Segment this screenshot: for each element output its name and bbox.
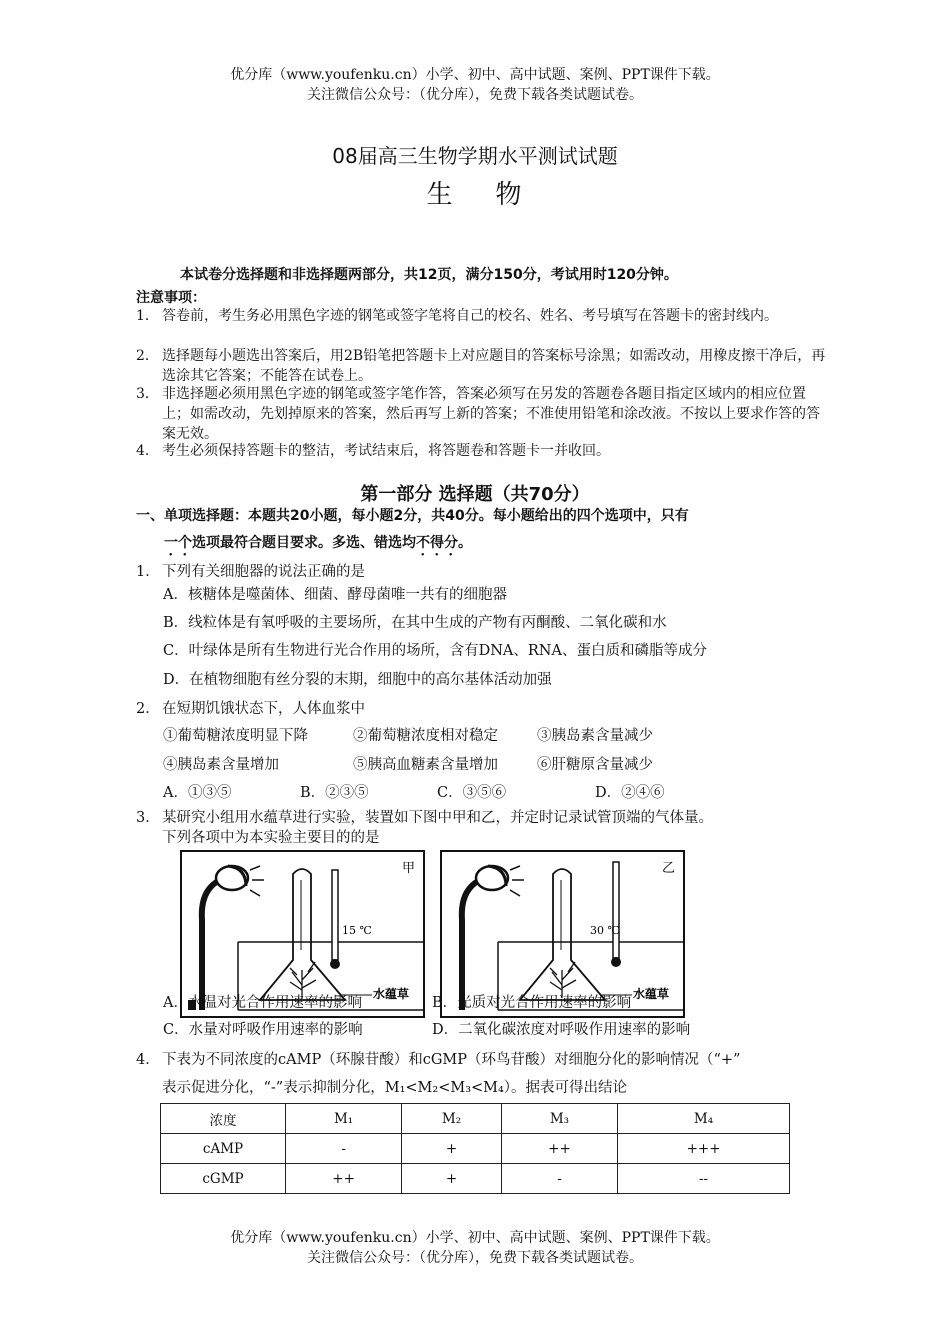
q4-table: [160, 1103, 790, 1194]
q2-option-a: A．①③⑤: [163, 785, 232, 801]
notice-item: [136, 346, 826, 386]
table-cell: +: [402, 1164, 502, 1194]
table-cell: cGMP: [161, 1164, 286, 1194]
question-number: 4．: [136, 1052, 160, 1068]
question-4: [136, 1050, 842, 1070]
question-3: [136, 808, 842, 848]
table-cell: ++: [501, 1134, 617, 1164]
section-line-2: [164, 530, 826, 559]
section-text: 、: [360, 535, 374, 551]
lamp-icon: [202, 866, 264, 1010]
table-header-row: [161, 1104, 790, 1134]
notice-num: 2．: [136, 348, 159, 364]
table-cell: --: [618, 1164, 790, 1194]
plant-label: 水蕴草: [373, 987, 410, 1001]
q1-option-a: A．核糖体是噬菌体、细菌、酵母菌唯一共有的细胞器: [163, 587, 507, 603]
table-cell: -: [286, 1134, 402, 1164]
notice-heading: 注意事项：: [136, 290, 206, 306]
notice-item: [136, 306, 826, 326]
table-cell: ++: [286, 1164, 402, 1194]
q3-option-d: D．二氧化碳浓度对呼吸作用速率的影响: [432, 1022, 691, 1038]
table-header-cell: M₄: [618, 1104, 790, 1134]
section-text: 选项最符合题目要求。: [192, 535, 332, 551]
thermometer-icon: [611, 862, 621, 967]
exam-title: 08届高三生物学期水平测试试题: [332, 144, 618, 168]
notice-text: 考生必须保持答题卡的整洁，考试结束后，将答题卷和答题卡一并收回。: [162, 443, 610, 459]
temperature-label: 30 ℃: [590, 924, 620, 937]
question-stem: 在短期饥饿状态下，人体血浆中: [162, 701, 365, 717]
q1-option-c: C．叶绿体是所有生物进行光合作用的场所，含有DNA、RNA、蛋白质和磷脂等成分: [163, 643, 707, 659]
q2-option-c: C．③⑤⑥: [437, 785, 507, 801]
question-1: [136, 562, 832, 582]
question-stem-line-2: 下列各项中为本实验主要目的的是: [162, 830, 380, 846]
notice-text: 答卷前，考生务必用黑色字迹的钢笔或签字笔将自己的校名、姓名、考号填写在答题卡的密封线内。: [162, 308, 778, 324]
section-instructions: [136, 503, 826, 559]
notice-item: [136, 384, 826, 444]
notice-text: 选择题每小题选出答案后，用2B铅笔把答题卡上对应题目的答案标号涂黑；如需改动，用橡皮擦干净后，再选涂其它答案；不能答在试卷上。: [162, 348, 826, 384]
footer-line-1: 优分库（www.youfenku.cn）小学、初中、高中试题、案例、PPT课件下载。: [230, 1230, 720, 1246]
q2-option-b: B．②③⑤: [300, 785, 369, 801]
subject-title: 生 物: [426, 180, 524, 210]
q3-option-b: B．光质对光合作用速率的影响: [432, 995, 632, 1011]
notice-num: 3．: [136, 386, 159, 402]
section-line-1: 一、单项选择题：本题共20小题，每小题2分，共40分。每小题给出的四个选项中，只有: [136, 508, 689, 524]
header-line-2: 关注微信公众号：（优分库），免费下载各类试题试卷。: [307, 87, 643, 103]
section-text: 错选: [374, 535, 402, 551]
q2-statement-2: ②葡萄糖浓度相对稳定: [353, 728, 498, 744]
section-text: 多选: [332, 535, 360, 551]
q2-statement-1: ①葡萄糖浓度明显下降: [163, 728, 308, 744]
table-row: [161, 1134, 790, 1164]
figure-label: 乙: [662, 861, 676, 876]
table-cell: -: [501, 1164, 617, 1194]
temperature-label: 15 ℃: [342, 924, 372, 937]
exam-intro: 本试卷分选择题和非选择题两部分，共12页，满分150分，考试用时120分钟。: [180, 267, 678, 283]
q2-statement-5: ⑤胰高血糖素含量增加: [353, 757, 498, 773]
section-text: 均: [402, 535, 416, 551]
table-cell: cAMP: [161, 1134, 286, 1164]
emphasis-text: 不得分: [416, 535, 458, 551]
plant-label: 水蕴草: [633, 987, 670, 1001]
q2-statement-3: ③胰岛素含量减少: [537, 728, 653, 744]
q2-statement-6: ⑥肝糖原含量减少: [537, 757, 653, 773]
emphasis-text: 一个: [164, 535, 192, 551]
q3-option-c: C．水量对呼吸作用速率的影响: [163, 1022, 363, 1038]
notice-num: 1．: [136, 308, 159, 324]
notice-num: 4．: [136, 443, 159, 459]
lamp-icon: [462, 866, 524, 1010]
footer-line-2: 关注微信公众号：（优分库），免费下载各类试题试卷。: [307, 1250, 643, 1266]
q1-option-b: B．线粒体是有氧呼吸的主要场所，在其中生成的产物有丙酮酸、二氧化碳和水: [163, 615, 667, 631]
question-number: 3．: [136, 810, 160, 826]
table-header-cell: M₃: [501, 1104, 617, 1134]
question-stem: 下列有关细胞器的说法正确的是: [162, 564, 365, 580]
q2-statement-4: ④胰岛素含量增加: [163, 757, 279, 773]
question-stem-line-1: 下表为不同浓度的cAMP（环腺苷酸）和cGMP（环鸟苷酸）对细胞分化的影响情况（“+”: [162, 1052, 741, 1068]
table-header-cell: M₂: [402, 1104, 502, 1134]
table-cell: +++: [618, 1134, 790, 1164]
notice-item: [136, 441, 826, 461]
q2-option-d: D．②④⑥: [595, 785, 665, 801]
figure-label: 甲: [402, 861, 416, 876]
question-number: 1．: [136, 564, 160, 580]
section-text: 。: [458, 535, 472, 551]
question-number: 2．: [136, 701, 160, 717]
notice-text: 非选择题必须用黑色字迹的钢笔或签字笔作答，答案必须写在另发的答题卷各题目指定区域内的相应位置上；如需改动，先划掉原来的答案，然后再写上新的答案；不准使用铅笔和涂改液。不按以上要求作答的答案无效。: [162, 386, 820, 442]
thermometer-icon: [330, 870, 340, 969]
header-line-1: 优分库（www.youfenku.cn）小学、初中、高中试题、案例、PPT课件下载。: [230, 67, 720, 83]
table-row: [161, 1164, 790, 1194]
question-stem-line-1: 某研究小组用水蕴草进行实验，装置如下图中甲和乙，并定时记录试管顶端的气体量。: [162, 810, 713, 826]
table-cell: +: [402, 1134, 502, 1164]
q3-option-a: A．水温对光合作用速率的影响: [163, 995, 362, 1011]
table-header-cell: M₁: [286, 1104, 402, 1134]
part-1-title: 第一部分 选择题（共70分）: [360, 484, 590, 505]
question-2: [136, 699, 832, 719]
q1-option-d: D．在植物细胞有丝分裂的末期，细胞中的高尔基体活动加强: [163, 672, 552, 688]
table-header-cell: 浓度: [161, 1104, 286, 1134]
question-stem-line-2: 表示促进分化，“-”表示抑制分化，M₁<M₂<M₃<M₄）。据表可得出结论: [162, 1080, 628, 1096]
